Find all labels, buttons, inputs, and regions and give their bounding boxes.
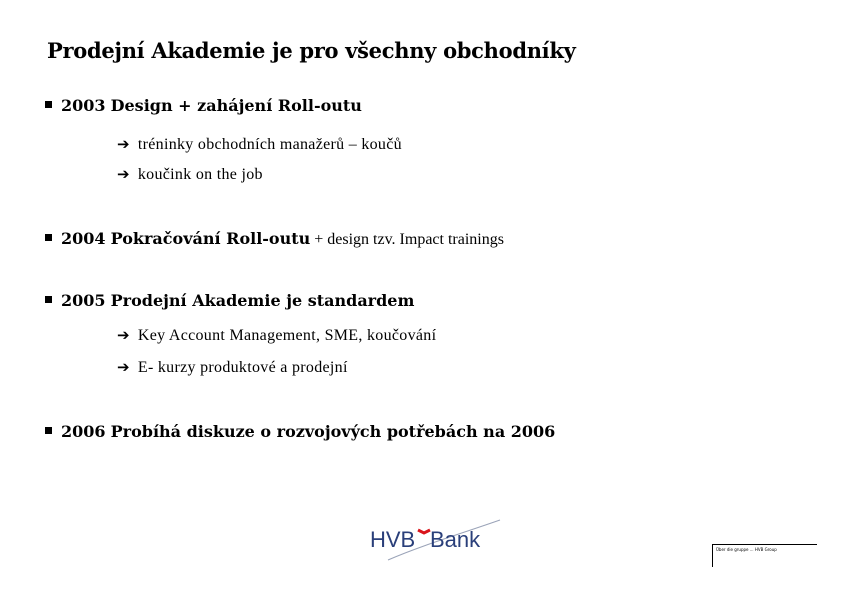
arrow-right-icon: ➔: [117, 165, 130, 183]
logo-swoosh-icon: [418, 530, 430, 533]
bullet-item-2005: [45, 291, 414, 310]
square-bullet-icon: [45, 101, 52, 108]
square-bullet-icon: [45, 427, 52, 434]
slide-title: Prodejní Akademie je pro všechny obchodníky: [47, 38, 576, 63]
bullet-bold-text: Prodejní Akademie je standardem: [110, 291, 415, 310]
sub-item-text: E- kurzy produktové a prodejní: [137, 359, 348, 376]
hvb-bank-logo: [360, 516, 505, 566]
footer-box: [712, 544, 817, 567]
bullet-item-2004: [45, 229, 504, 249]
bullet-normal-text: + design tzv. Impact trainings: [310, 231, 504, 248]
bullet-bold-text: Probíhá diskuze o rozvojových potřebách na 2006: [110, 422, 556, 441]
arrow-right-icon: ➔: [117, 135, 130, 153]
sub-item-text: tréninky obchodních manažerů – koučů: [137, 136, 402, 153]
bullet-year: 2006: [61, 422, 106, 441]
sub-item: [117, 135, 402, 154]
footer-text: Über die gruppe ... HVB Group: [716, 547, 777, 552]
logo-brand-right: Bank: [430, 527, 481, 552]
square-bullet-icon: [45, 296, 52, 303]
sub-item-text: Key Account Management, SME, koučování: [137, 327, 437, 344]
bullet-year: 2003: [61, 96, 106, 115]
sub-item: [117, 165, 263, 184]
sub-item: [117, 326, 436, 345]
arrow-right-icon: ➔: [117, 358, 130, 376]
bullet-item-2003: [45, 96, 362, 115]
square-bullet-icon: [45, 234, 52, 241]
bullet-bold-text: Pokračování Roll-outu: [110, 229, 311, 248]
arrow-right-icon: ➔: [117, 326, 130, 344]
bullet-bold-text: Design + zahájení Roll-outu: [110, 96, 362, 115]
bullet-year: 2004: [61, 229, 106, 248]
logo-brand-left: HVB: [370, 527, 416, 552]
bullet-year: 2005: [61, 291, 106, 310]
sub-item: [117, 358, 348, 377]
bullet-item-2006: [45, 422, 555, 441]
sub-item-text: koučink on the job: [137, 166, 263, 183]
